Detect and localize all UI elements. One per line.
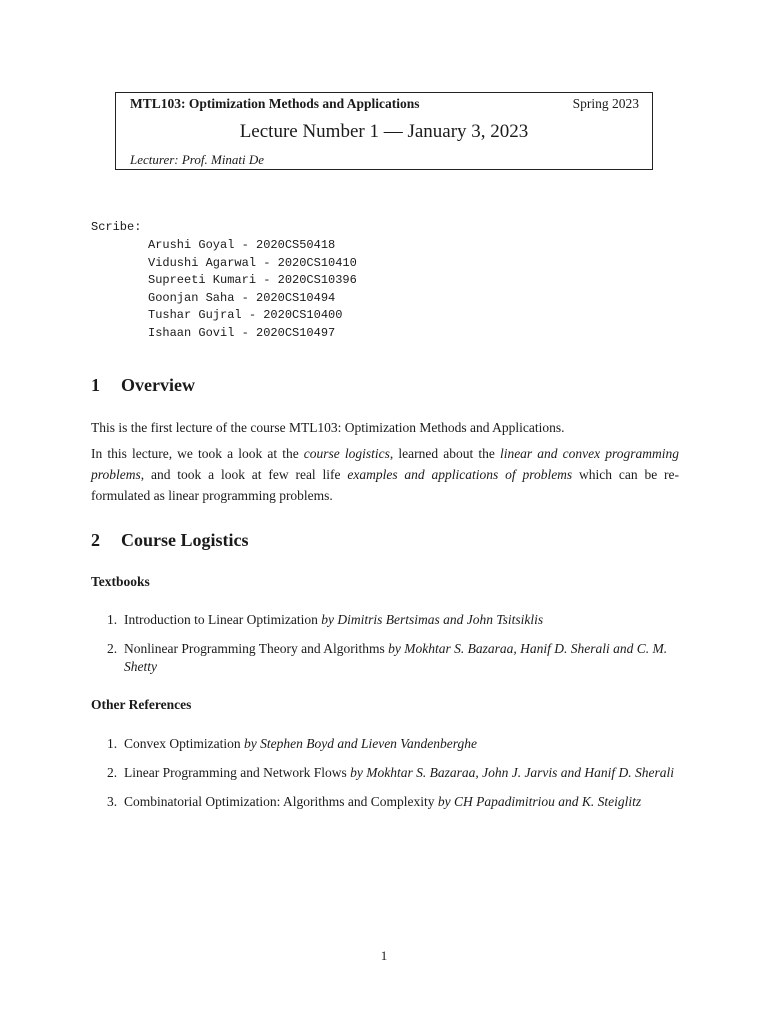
scribe-member: Ishaan Govil - 2020CS10497 [148, 325, 336, 340]
item-number: 1. [107, 736, 118, 751]
lecturer-name: Lecturer: Prof. Minati De [130, 152, 265, 167]
course-title: MTL103: Optimization Methods and Applications [130, 96, 420, 111]
scribe-member: Vidushi Agarwal - 2020CS10410 [148, 255, 357, 270]
overview-paragraph-1: This is the first lecture of the course MTL103: Optimization Methods and Applications. [91, 420, 565, 435]
emphasis-text: course logistics [303, 446, 390, 461]
section-heading-logistics [91, 530, 249, 551]
scribe-member: Arushi Goyal - 2020CS50418 [148, 238, 336, 252]
list-item [91, 640, 681, 676]
lecture-header-box [115, 92, 653, 170]
book-title: Combinatorial Optimization: Algorithms and Complexity [124, 794, 438, 809]
scribe-member: Goonjan Saha - 2020CS10494 [148, 290, 336, 305]
book-authors: by Mokhtar S. Bazaraa, John J. Jarvis and Hanif D. Sherali [350, 765, 675, 780]
book-authors: by CH Papadimitriou and K. Steiglitz [437, 794, 642, 809]
item-number: 1. [107, 612, 118, 627]
book-title: Nonlinear Programming Theory and Algorithms [124, 641, 389, 656]
references-list [91, 735, 681, 822]
textbooks-heading: Textbooks [91, 574, 150, 589]
scribe-member: Supreeti Kumari - 2020CS10396 [148, 273, 357, 288]
list-item [91, 735, 681, 753]
overview-paragraph-2 [91, 443, 679, 506]
list-item [91, 764, 681, 782]
book-title: Introduction to Linear Optimization [124, 612, 322, 627]
item-number: 3. [107, 794, 118, 809]
emphasis-text: linear and convex programming problems [91, 446, 679, 482]
text-run: , and took a look at few real life [140, 467, 348, 482]
semester-label: Spring 2023 [572, 96, 639, 111]
book-authors: by Dimitris Bertsimas and John Tsitsiklis [321, 612, 544, 627]
book-authors: by Stephen Boyd and Lieven Vandenberghe [243, 736, 478, 751]
scribe-member: Tushar Gujral - 2020CS10400 [148, 308, 343, 323]
item-number: 2. [107, 765, 118, 780]
list-item [91, 611, 681, 629]
scribe-list [148, 237, 357, 343]
section-title: Course Logistics [121, 530, 249, 550]
item-number: 2. [107, 641, 118, 656]
textbooks-list [91, 611, 681, 687]
scribe-label: Scribe: [91, 220, 142, 234]
section-number: 2 [91, 530, 100, 550]
other-references-heading: Other References [91, 697, 192, 712]
text-run: In this lecture, we took a look at the [91, 446, 304, 461]
book-title: Linear Programming and Network Flows [124, 765, 351, 780]
emphasis-text: examples and applications of problems [347, 467, 573, 482]
book-authors: by Mokhtar S. Bazaraa, Hanif D. Sherali and C. M. Shetty [124, 641, 668, 674]
book-title: Convex Optimization [124, 736, 244, 751]
lecture-title: Lecture Number 1 — January 3, 2023 [239, 121, 529, 142]
section-heading-overview [91, 375, 195, 396]
list-item [91, 793, 681, 811]
text-run: which can be re-formulated as linear programming problems. [91, 467, 680, 503]
section-number: 1 [91, 375, 100, 395]
page-number: 1 [380, 948, 388, 963]
text-run: , learned about the [389, 446, 500, 461]
section-title: Overview [121, 375, 195, 395]
